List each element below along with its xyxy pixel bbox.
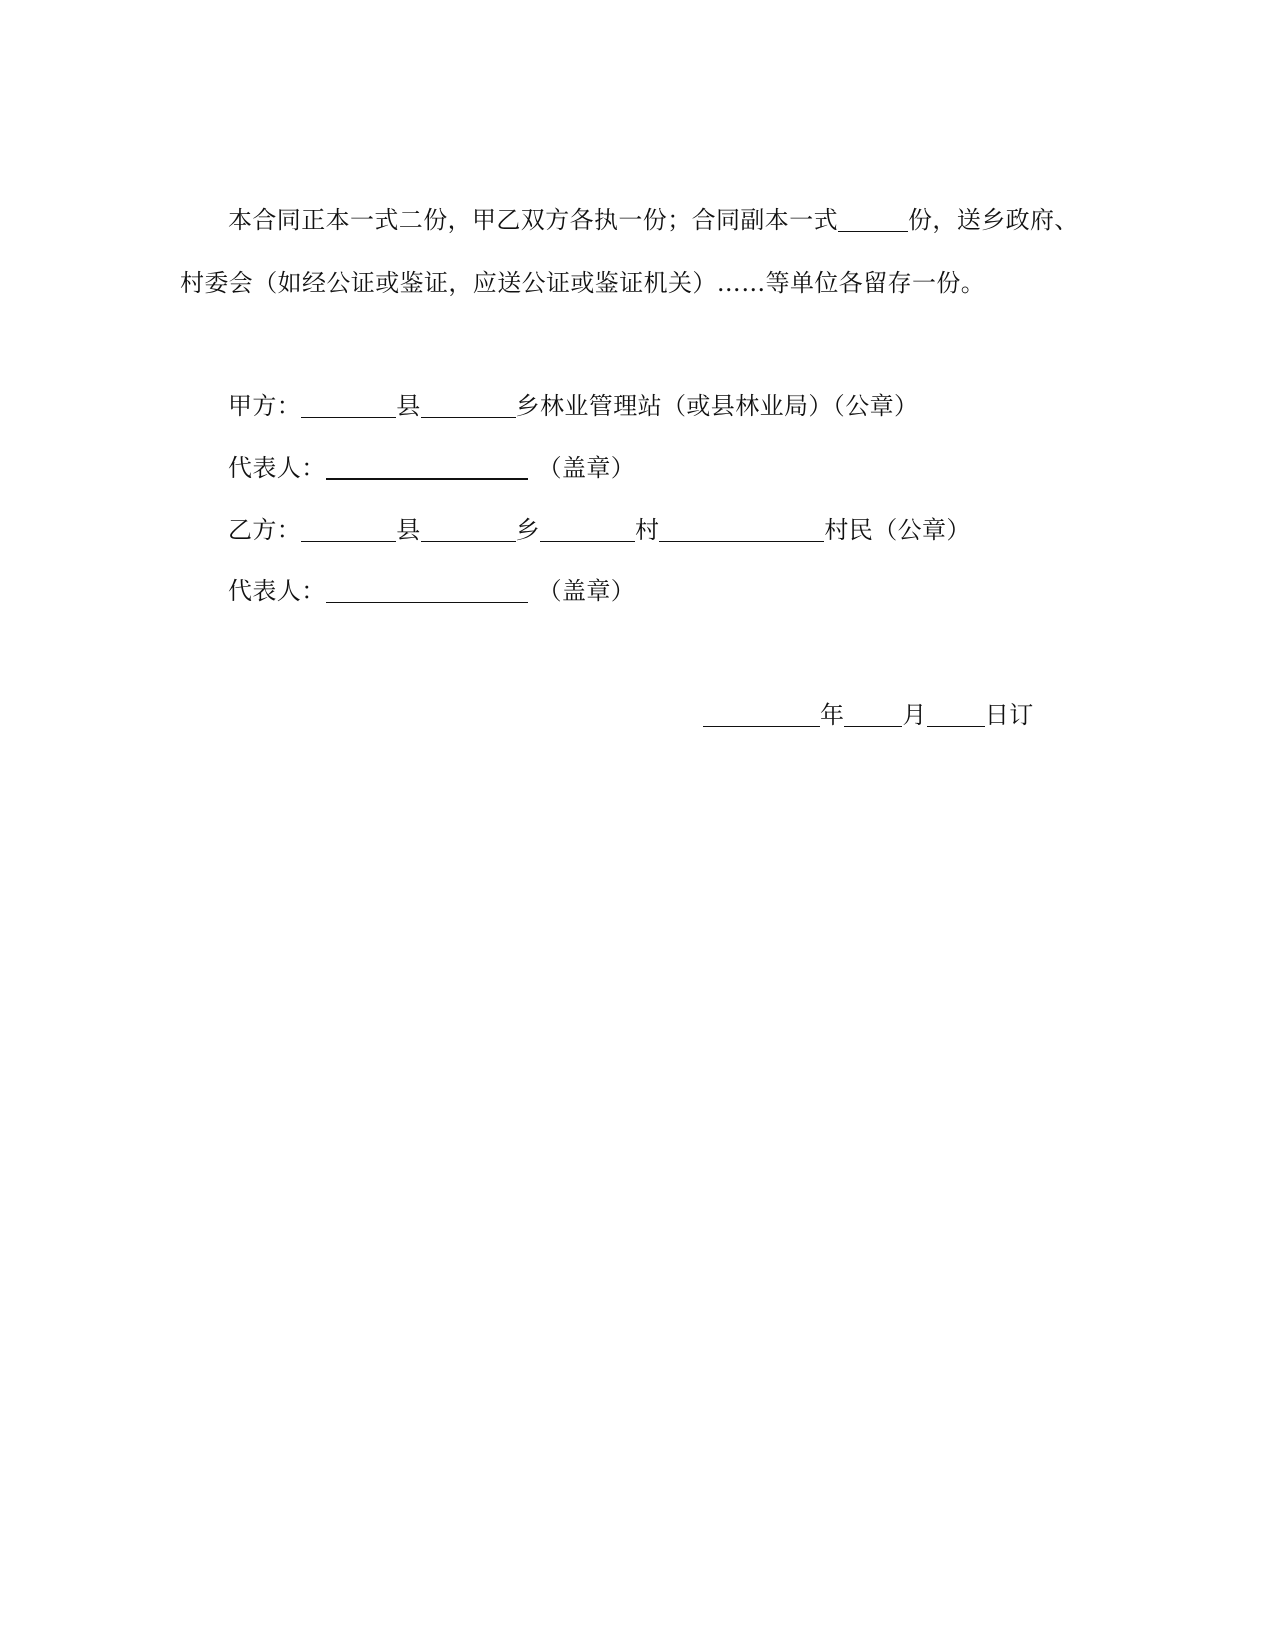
party-a-rep-seal: （盖章） — [537, 454, 636, 482]
date-line — [703, 700, 1034, 730]
party-b-township-blank[interactable] — [421, 517, 516, 542]
copies-clause-text-a: 本合同正本一式二份，甲乙双方各执一份；合同副本一式 — [228, 206, 838, 234]
day-blank[interactable] — [927, 702, 985, 727]
party-a-line — [228, 391, 918, 421]
party-b-rep-seal: （盖章） — [537, 577, 636, 605]
party-b-county-blank[interactable] — [301, 517, 396, 542]
party-a-org-text: 乡林业管理站（或县林业局）（公章） — [515, 392, 919, 420]
year-blank[interactable] — [703, 702, 820, 727]
month-blank[interactable] — [844, 702, 902, 727]
party-b-villager-text: 村民（公章） — [824, 516, 971, 544]
party-b-township-label: 乡 — [515, 516, 541, 544]
party-a-county-blank[interactable] — [301, 393, 396, 418]
party-b-villager-blank[interactable] — [659, 517, 824, 542]
party-b-rep-label: 代表人： — [228, 577, 326, 605]
copies-clause-line-2 — [180, 268, 985, 298]
month-label: 月 — [902, 701, 927, 729]
copies-clause-text-b: 份，送乡政府、 — [908, 206, 1079, 234]
party-b-rep-blank[interactable] — [326, 578, 528, 603]
party-a-rep-line — [228, 453, 635, 483]
party-b-line — [228, 515, 971, 545]
copies-count-blank[interactable] — [838, 207, 908, 232]
party-a-rep-blank[interactable] — [326, 454, 528, 480]
party-b-label: 乙方： — [228, 516, 302, 544]
copies-clause-text-c: 村委会（如经公证或鉴证，应送公证或鉴证机关）……等单位各留存一份。 — [180, 269, 986, 297]
copies-clause-line-1 — [228, 205, 1079, 235]
party-b-county-label: 县 — [396, 516, 421, 544]
party-b-village-label: 村 — [635, 516, 660, 544]
party-a-rep-label: 代表人： — [228, 454, 326, 482]
party-a-label: 甲方： — [228, 392, 302, 420]
party-a-township-blank[interactable] — [421, 393, 516, 418]
party-a-county-label: 县 — [396, 392, 421, 420]
day-label: 日订 — [984, 701, 1034, 729]
year-label: 年 — [820, 701, 845, 729]
party-b-village-blank[interactable] — [540, 517, 635, 542]
party-b-rep-line — [228, 576, 635, 606]
